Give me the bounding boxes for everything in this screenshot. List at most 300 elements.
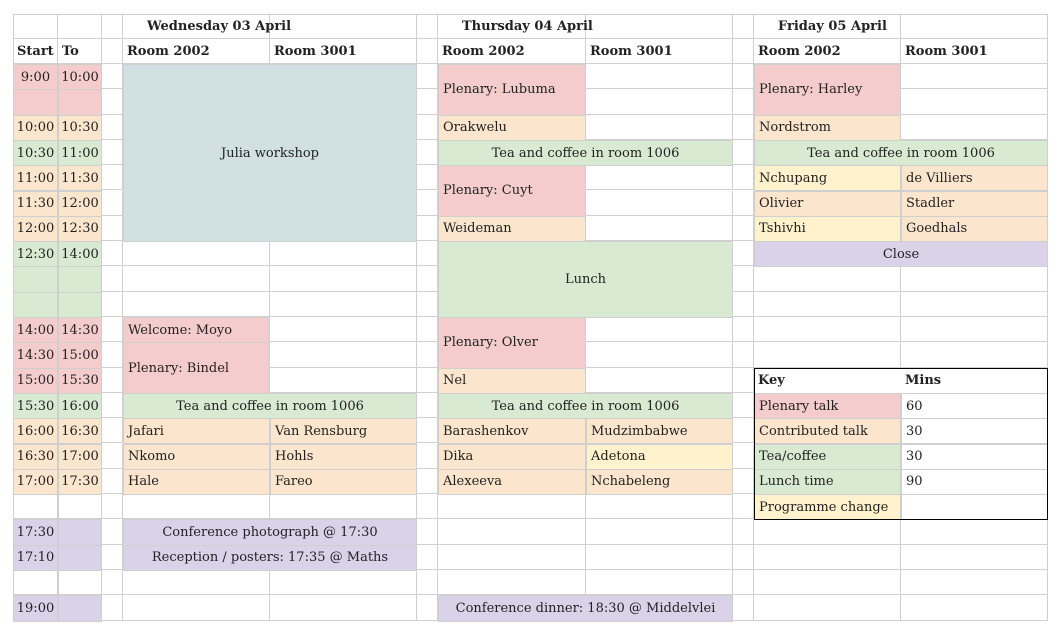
session-block[interactable] xyxy=(438,469,586,495)
grid-cell[interactable] xyxy=(754,545,901,570)
session-block[interactable] xyxy=(438,393,733,419)
cell-text: Orakwelu xyxy=(443,120,507,136)
grid-cell[interactable] xyxy=(586,368,733,393)
session-block[interactable] xyxy=(123,317,270,343)
cell-text: Adetona xyxy=(591,449,646,465)
grid-cell[interactable] xyxy=(417,216,438,241)
start-time xyxy=(13,494,58,520)
cell-text: 12:00 xyxy=(16,221,55,237)
grid-cell[interactable] xyxy=(123,595,270,620)
room-header xyxy=(438,39,586,64)
grid-cell[interactable] xyxy=(417,317,438,342)
grid-cell[interactable] xyxy=(417,545,438,570)
cell-text: Start xyxy=(17,44,54,59)
cell-text: 12:30 xyxy=(61,221,99,237)
start-time xyxy=(13,115,58,141)
grid-cell[interactable] xyxy=(102,393,123,418)
cell-text: Nkomo xyxy=(128,449,176,465)
cell-text: Stadler xyxy=(906,196,955,212)
grid-cell[interactable] xyxy=(270,317,417,342)
grid-cell[interactable] xyxy=(102,595,123,620)
cell-text: Barashenkov xyxy=(443,423,529,439)
session-block[interactable] xyxy=(754,115,901,141)
end-time xyxy=(58,115,102,141)
end-time xyxy=(58,494,102,520)
cell-text: 14:30 xyxy=(61,322,99,338)
grid-cell[interactable] xyxy=(586,165,733,190)
start-time xyxy=(13,570,58,596)
grid-cell[interactable] xyxy=(901,570,1048,595)
room-header xyxy=(586,39,733,64)
cell-text: de Villiers xyxy=(906,170,973,186)
session-block[interactable] xyxy=(270,418,417,444)
start-time xyxy=(13,368,58,394)
grid-cell[interactable] xyxy=(901,545,1048,570)
cell-text: 16:30 xyxy=(16,449,55,465)
grid-cell[interactable] xyxy=(270,595,417,620)
grid-cell[interactable] xyxy=(417,165,438,190)
grid-cell[interactable] xyxy=(102,368,123,393)
end-time xyxy=(58,469,102,495)
end-time xyxy=(58,292,102,318)
grid-cell[interactable] xyxy=(102,317,123,342)
session-block[interactable] xyxy=(754,191,901,217)
session-block[interactable] xyxy=(586,469,733,495)
grid-cell[interactable] xyxy=(733,241,754,266)
grid-cell[interactable] xyxy=(417,494,438,519)
cell-text: Plenary: Cuyt xyxy=(443,183,533,199)
grid-cell[interactable] xyxy=(754,595,901,620)
grid-cell[interactable] xyxy=(102,64,123,89)
start-time xyxy=(13,64,58,90)
cell-text: Lunch time xyxy=(759,474,834,490)
session-block[interactable] xyxy=(438,595,733,621)
session-block[interactable] xyxy=(438,140,733,166)
cell-text: 15:00 xyxy=(61,347,99,363)
session-block[interactable] xyxy=(438,216,586,242)
grid-cell[interactable] xyxy=(733,64,754,89)
end-time xyxy=(58,266,102,292)
grid-cell[interactable] xyxy=(733,595,754,620)
grid-cell[interactable] xyxy=(733,140,754,165)
cell-text: Plenary: Olver xyxy=(443,335,538,351)
cell-text: 16:30 xyxy=(61,423,99,439)
day-title xyxy=(438,14,733,39)
session-block[interactable] xyxy=(586,418,733,444)
start-time xyxy=(13,545,58,571)
grid-cell[interactable] xyxy=(102,519,123,544)
grid-cell[interactable] xyxy=(102,14,123,39)
grid-cell[interactable] xyxy=(417,418,438,443)
grid-cell[interactable] xyxy=(733,494,754,519)
grid-cell[interactable] xyxy=(733,418,754,443)
grid-cell[interactable] xyxy=(733,216,754,241)
cell-text: Nel xyxy=(443,373,467,389)
cell-text: 11:00 xyxy=(61,145,99,161)
grid-cell[interactable] xyxy=(417,115,438,140)
cell-text: 15:30 xyxy=(16,398,55,414)
grid-cell[interactable] xyxy=(586,317,733,342)
cell-text: Hohls xyxy=(275,449,314,465)
end-time xyxy=(58,216,102,242)
grid-cell[interactable] xyxy=(270,570,417,595)
grid-cell[interactable] xyxy=(586,545,733,570)
room-header xyxy=(754,39,901,64)
grid-cell[interactable] xyxy=(102,266,123,291)
grid-cell[interactable] xyxy=(438,545,586,570)
grid-cell[interactable] xyxy=(733,469,754,494)
cell-text: Julia workshop xyxy=(220,145,320,161)
end-time xyxy=(58,418,102,444)
grid-cell[interactable] xyxy=(733,14,754,39)
session-block[interactable] xyxy=(123,342,270,394)
grid-cell[interactable] xyxy=(123,266,270,291)
session-block[interactable] xyxy=(123,519,417,545)
session-block[interactable] xyxy=(123,545,417,571)
end-time xyxy=(58,64,102,90)
grid-cell[interactable] xyxy=(733,115,754,140)
session-block[interactable] xyxy=(270,469,417,495)
cell-text: Room 2002 xyxy=(127,44,210,59)
cell-text: 10:00 xyxy=(61,69,99,85)
grid-cell[interactable] xyxy=(733,292,754,317)
session-block[interactable] xyxy=(123,393,417,419)
cell-text: Conference photograph @ 17:30 xyxy=(162,525,378,541)
grid-cell[interactable] xyxy=(102,545,123,570)
cell-text: Nchabeleng xyxy=(591,474,671,490)
start-time xyxy=(13,393,58,419)
cell-text: Tea and coffee in room 1006 xyxy=(491,145,680,161)
grid-cell[interactable] xyxy=(438,494,586,519)
grid-cell[interactable] xyxy=(901,115,1048,140)
end-time xyxy=(58,89,102,115)
session-block[interactable] xyxy=(123,64,417,242)
start-time xyxy=(13,292,58,318)
cell-text: Weideman xyxy=(443,221,512,237)
grid-cell[interactable] xyxy=(754,570,901,595)
cell-text: 12:00 xyxy=(61,196,99,212)
grid-cell[interactable] xyxy=(733,519,754,544)
cell-text: Room 3001 xyxy=(905,44,988,59)
grid-cell[interactable] xyxy=(270,292,417,317)
grid-cell[interactable] xyxy=(102,342,123,367)
day-title xyxy=(123,14,417,39)
grid-cell[interactable] xyxy=(733,89,754,114)
cell-text: Fareo xyxy=(275,474,313,490)
start-time xyxy=(13,317,58,343)
grid-cell[interactable] xyxy=(586,115,733,140)
grid-cell[interactable] xyxy=(733,39,754,64)
session-block[interactable] xyxy=(754,165,901,191)
cell-text: 17:30 xyxy=(61,474,99,490)
grid-cell[interactable] xyxy=(417,39,438,64)
end-time xyxy=(58,595,102,621)
grid-cell[interactable] xyxy=(102,292,123,317)
grid-cell[interactable] xyxy=(417,191,438,216)
grid-cell[interactable] xyxy=(102,191,123,216)
cell-text: 10:00 xyxy=(16,120,55,136)
cell-text: Conference dinner: 18:30 @ Middelvlei xyxy=(455,600,716,616)
session-block[interactable] xyxy=(754,64,901,116)
grid-cell[interactable] xyxy=(586,342,733,367)
start-time xyxy=(13,444,58,470)
grid-cell[interactable] xyxy=(733,317,754,342)
grid-cell[interactable] xyxy=(102,570,123,595)
grid-cell[interactable] xyxy=(733,266,754,291)
cell-text: 19:00 xyxy=(16,600,55,616)
grid-cell[interactable] xyxy=(586,519,733,544)
cell-text: Van Rensburg xyxy=(275,423,368,439)
cell-text: Lunch xyxy=(564,272,607,288)
end-time xyxy=(58,140,102,166)
cell-text: Tshivhi xyxy=(759,221,806,237)
grid-cell[interactable] xyxy=(102,469,123,494)
grid-cell[interactable] xyxy=(733,342,754,367)
cell-text: 16:00 xyxy=(61,398,99,414)
start-time xyxy=(13,241,58,267)
grid-cell[interactable] xyxy=(102,241,123,266)
session-block[interactable] xyxy=(438,115,586,141)
grid-cell[interactable] xyxy=(270,342,417,367)
cell-text: Tea/coffee xyxy=(759,449,827,465)
cell-text: 14:00 xyxy=(61,246,99,262)
grid-cell[interactable] xyxy=(270,494,417,519)
grid-cell[interactable] xyxy=(754,519,901,544)
cell-text: 10:30 xyxy=(61,120,99,136)
grid-cell[interactable] xyxy=(123,570,270,595)
grid-cell[interactable] xyxy=(733,444,754,469)
column-header-start xyxy=(13,39,58,64)
session-block[interactable] xyxy=(754,241,1048,267)
cell-text: Reception / posters: 17:35 @ Maths xyxy=(151,550,389,566)
grid-cell[interactable] xyxy=(754,292,901,317)
grid-cell[interactable] xyxy=(901,292,1048,317)
cell-text: Welcome: Moyo xyxy=(128,322,233,338)
column-header-to xyxy=(58,39,102,64)
cell-text: Close xyxy=(882,246,920,262)
grid-cell[interactable] xyxy=(102,39,123,64)
start-time xyxy=(13,469,58,495)
grid-cell[interactable] xyxy=(901,266,1048,291)
session-block[interactable] xyxy=(438,368,586,394)
cell-text: 15:00 xyxy=(16,373,55,389)
cell-text: Room 3001 xyxy=(590,44,673,59)
grid-cell[interactable] xyxy=(102,418,123,443)
grid-cell[interactable] xyxy=(586,216,733,241)
grid-cell[interactable] xyxy=(417,469,438,494)
grid-cell[interactable] xyxy=(417,393,438,418)
grid-cell[interactable] xyxy=(270,241,417,266)
grid-cell[interactable] xyxy=(754,266,901,291)
grid-cell[interactable] xyxy=(733,165,754,190)
grid-cell[interactable] xyxy=(417,89,438,114)
cell-text: Nordstrom xyxy=(759,120,832,136)
grid-cell[interactable] xyxy=(102,444,123,469)
day-title xyxy=(754,14,1048,39)
grid-cell[interactable] xyxy=(901,342,1048,367)
session-block[interactable] xyxy=(123,469,270,495)
session-block[interactable] xyxy=(438,64,586,116)
grid-cell[interactable] xyxy=(417,14,438,39)
grid-cell[interactable] xyxy=(586,494,733,519)
cell-text: 17:10 xyxy=(16,550,55,566)
grid-cell[interactable] xyxy=(102,216,123,241)
cell-text: 90 xyxy=(906,474,923,490)
session-block[interactable] xyxy=(754,216,901,242)
session-block[interactable] xyxy=(901,191,1048,217)
grid-cell[interactable] xyxy=(417,444,438,469)
grid-cell[interactable] xyxy=(586,89,733,114)
start-time xyxy=(13,266,58,292)
cell-text: Mins xyxy=(905,372,942,388)
start-time xyxy=(13,140,58,166)
cell-text: Room 2002 xyxy=(758,44,841,59)
grid-cell[interactable] xyxy=(438,519,586,544)
session-block[interactable] xyxy=(123,444,270,470)
session-block[interactable] xyxy=(438,165,586,217)
grid-cell[interactable] xyxy=(733,191,754,216)
end-time xyxy=(58,545,102,571)
session-block[interactable] xyxy=(438,241,733,318)
end-time xyxy=(58,191,102,217)
cell-text: Mudzimbabwe xyxy=(591,423,688,439)
cell-text: Tea and coffee in room 1006 xyxy=(807,145,995,161)
grid-cell[interactable] xyxy=(733,368,754,393)
end-time xyxy=(58,368,102,394)
start-time xyxy=(13,519,58,545)
cell-text: 11:30 xyxy=(61,170,99,186)
grid-cell[interactable] xyxy=(417,241,438,266)
start-time xyxy=(13,342,58,368)
cell-text: 14:30 xyxy=(16,347,55,363)
grid-cell[interactable] xyxy=(417,266,438,291)
cell-text: 30 xyxy=(906,449,923,465)
grid-cell[interactable] xyxy=(733,545,754,570)
cell-text: 17:00 xyxy=(61,449,99,465)
cell-text: Key xyxy=(758,372,785,388)
grid-cell[interactable] xyxy=(901,595,1048,620)
cell-text: 15:30 xyxy=(61,373,99,389)
session-block[interactable] xyxy=(754,140,1048,166)
grid-cell[interactable] xyxy=(586,191,733,216)
legend-key-box xyxy=(754,368,1048,521)
grid-cell[interactable] xyxy=(901,317,1048,342)
grid-cell[interactable] xyxy=(901,64,1048,89)
grid-cell[interactable] xyxy=(901,89,1048,114)
grid-cell[interactable] xyxy=(754,317,901,342)
end-time xyxy=(58,317,102,343)
cell-text: Plenary: Lubuma xyxy=(443,82,556,98)
grid-cell[interactable] xyxy=(13,14,58,39)
end-time xyxy=(58,165,102,191)
grid-cell[interactable] xyxy=(417,595,438,620)
grid-cell[interactable] xyxy=(123,292,270,317)
cell-text: Friday 05 April xyxy=(778,19,887,34)
grid-cell[interactable] xyxy=(102,89,123,114)
cell-text: 11:00 xyxy=(16,170,55,186)
session-block[interactable] xyxy=(586,444,733,470)
start-time xyxy=(13,165,58,191)
grid-cell[interactable] xyxy=(123,241,270,266)
grid-cell[interactable] xyxy=(438,570,586,595)
grid-cell[interactable] xyxy=(102,494,123,519)
cell-text: Plenary: Harley xyxy=(759,82,863,98)
grid-cell[interactable] xyxy=(417,342,438,367)
grid-cell[interactable] xyxy=(102,140,123,165)
cell-text: To xyxy=(62,44,79,59)
grid-cell[interactable] xyxy=(417,64,438,89)
cell-text: Olivier xyxy=(759,196,804,212)
cell-text: Nchupang xyxy=(759,170,828,186)
cell-text: 12:30 xyxy=(16,246,55,262)
session-block[interactable] xyxy=(901,216,1048,242)
session-block[interactable] xyxy=(270,444,417,470)
grid-cell[interactable] xyxy=(270,266,417,291)
cell-text: Contributed talk xyxy=(759,423,868,439)
session-block[interactable] xyxy=(438,444,586,470)
grid-cell[interactable] xyxy=(586,570,733,595)
grid-cell[interactable] xyxy=(102,165,123,190)
end-time xyxy=(58,393,102,419)
grid-cell[interactable] xyxy=(417,570,438,595)
grid-cell[interactable] xyxy=(417,519,438,544)
grid-cell[interactable] xyxy=(58,14,102,39)
session-block[interactable] xyxy=(901,165,1048,191)
grid-cell[interactable] xyxy=(733,570,754,595)
start-time xyxy=(13,216,58,242)
cell-text: Programme change xyxy=(759,499,889,515)
cell-text: 16:00 xyxy=(16,423,55,439)
cell-text: 17:30 xyxy=(16,525,55,541)
cell-text: 9:00 xyxy=(20,69,51,85)
cell-text: 10:30 xyxy=(16,145,55,161)
cell-text: Wednesday 03 April xyxy=(147,19,292,34)
session-block[interactable] xyxy=(123,418,270,444)
start-time xyxy=(13,595,58,621)
grid-cell[interactable] xyxy=(417,140,438,165)
grid-cell[interactable] xyxy=(417,368,438,393)
cell-text: Tea and coffee in room 1006 xyxy=(176,398,364,414)
cell-text: Hale xyxy=(128,474,159,490)
cell-text: 30 xyxy=(906,423,923,439)
cell-text: Room 2002 xyxy=(442,44,525,59)
grid-cell[interactable] xyxy=(733,393,754,418)
session-block[interactable] xyxy=(438,418,586,444)
cell-text: Thursday 04 April xyxy=(462,19,593,34)
cell-text: Plenary: Bindel xyxy=(128,360,230,376)
cell-text: 60 xyxy=(906,398,923,414)
grid-cell[interactable] xyxy=(102,115,123,140)
grid-cell[interactable] xyxy=(754,342,901,367)
start-time xyxy=(13,89,58,115)
grid-cell[interactable] xyxy=(123,494,270,519)
end-time xyxy=(58,342,102,368)
session-block[interactable] xyxy=(438,317,586,369)
cell-text: Plenary talk xyxy=(759,398,839,414)
start-time xyxy=(13,191,58,217)
grid-cell[interactable] xyxy=(901,519,1048,544)
grid-cell[interactable] xyxy=(270,368,417,393)
grid-cell[interactable] xyxy=(586,64,733,89)
room-header xyxy=(270,39,417,64)
grid-cell[interactable] xyxy=(417,292,438,317)
cell-text: 17:00 xyxy=(16,474,55,490)
cell-text: Alexeeva xyxy=(443,474,503,490)
end-time xyxy=(58,519,102,545)
cell-text: Goedhals xyxy=(906,221,968,237)
cell-text: Dika xyxy=(443,449,474,465)
cell-text: 14:00 xyxy=(16,322,55,338)
